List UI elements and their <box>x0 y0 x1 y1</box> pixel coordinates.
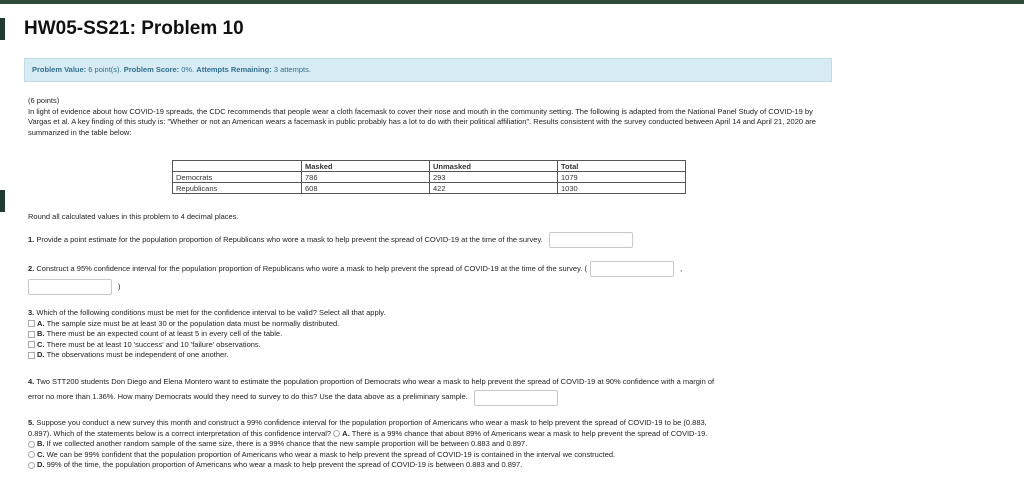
table-cell: 608 <box>302 183 430 194</box>
problem-prompt <box>28 96 828 138</box>
prompt-text: In light of evidence about how COVID-19 spreads, the CDC recommends that people wear a cloth facemask to cover their nose and mouth in the community setting. The following is adapted from the National Panel Study of COVID-19 by Vargas et al. A key finding of this study is: "Whether or not an American wears a facemask in public probably has a lot to do with their political affiliation". Results consistent with the survey conducted between April 14 and April 21, 2020 are summarized in the table below: <box>28 106 816 137</box>
question-2-cont <box>28 279 121 295</box>
option-letter: D. <box>37 460 45 469</box>
left-edge-marker <box>0 18 5 40</box>
question-4-text-line1: Two STT200 students Don Diego and Elena Montero want to estimate the population proportion of Democrats who wear a mask to help prevent the spread of COVID-19 at 90% confidence with a margin of <box>36 377 715 386</box>
option-letter: A. <box>342 428 350 438</box>
table-row <box>173 172 686 183</box>
question-5-text-line1: Suppose you conduct a new survey this month and construct a 99% confidence interval for the population proportion of Americans who wear a mask to help prevent the spread of COVID-19 to be (0.883, <box>36 418 707 427</box>
page-title: HW05-SS21: Problem 10 <box>24 18 244 39</box>
option-text: There must be an expected count of at least 5 in every cell of the table. <box>46 329 283 338</box>
q1-answer-input[interactable] <box>549 232 633 248</box>
option-letter: B. <box>37 329 45 338</box>
question-5-text-line2: 0.897). Which of the statements below is a correct interpretation of this confidence interval? <box>28 428 332 438</box>
table-cell: Republicans <box>173 183 302 194</box>
data-table <box>172 160 686 194</box>
checkbox-icon[interactable] <box>28 341 35 348</box>
question-3-number: 3. <box>28 308 35 317</box>
left-edge-marker-lower <box>0 190 5 212</box>
question-2 <box>28 261 682 277</box>
q5-option-d[interactable] <box>28 460 707 471</box>
option-text: There must be at least 10 'success' and 10 'failure' observations. <box>46 339 261 349</box>
interval-separator: , <box>679 263 683 273</box>
radio-icon[interactable] <box>28 441 35 448</box>
checkbox-icon[interactable] <box>28 352 35 359</box>
q4-answer-input[interactable] <box>474 390 558 406</box>
table-cell: 1079 <box>558 172 686 183</box>
option-text: The sample size must be at least 30 or the population data must be normally distributed. <box>46 318 340 328</box>
option-text: If we collected another random sample of the same size, there is a 99% chance that the new sample proportion will be between 0.883 and 0.897. <box>46 439 528 448</box>
option-letter: B. <box>37 439 45 448</box>
q3-option-b[interactable] <box>28 329 386 340</box>
problem-value: 6 point(s). <box>88 65 122 74</box>
interval-open-paren: ( <box>584 263 587 273</box>
table-header-row <box>173 161 686 172</box>
table-header: Unmasked <box>430 161 558 172</box>
question-4-number: 4. <box>28 377 35 386</box>
q5-option-c[interactable] <box>28 450 707 461</box>
attempts-label: Attempts Remaining: <box>196 65 272 74</box>
question-2-number: 2. <box>28 263 35 273</box>
question-2-text: Construct a 95% confidence interval for the population proportion of Republicans who wore a mask to help prevent the spread of COVID-19 at the time of the survey. <box>36 263 583 273</box>
option-letter: D. <box>37 350 45 359</box>
q5-option-a-text[interactable]: There is a 99% chance that about 89% of Americans wear a mask to help prevent the spread of COVID-19. <box>351 428 708 438</box>
checkbox-icon[interactable] <box>28 331 35 338</box>
option-letter: A. <box>37 318 45 328</box>
table-cell: 1030 <box>558 183 686 194</box>
option-letter: C. <box>37 339 45 349</box>
table-header: Total <box>558 161 686 172</box>
option-text: We can be 99% confident that the population proportion of Americans who wear a mask to help prevent the spread of COVID-19 is contained in the interval we constructed. <box>46 449 616 459</box>
option-text: 99% of the time, the population proportion of Americans who wear a mask to help prevent the spread of COVID-19 is between 0.883 and 0.897. <box>46 460 523 469</box>
attempts-remaining: 3 attempts. <box>273 65 311 74</box>
radio-icon[interactable] <box>333 430 340 437</box>
interval-close-paren: ) <box>118 281 121 291</box>
problem-score: 0%. <box>181 65 195 74</box>
question-1-text: Provide a point estimate for the population proportion of Republicans who wore a mask to help prevent the spread of COVID-19 at the time of the survey. <box>36 234 543 244</box>
q3-option-c[interactable] <box>28 340 386 351</box>
q2-upper-bound-input[interactable] <box>28 279 112 295</box>
table-cell: Democrats <box>173 172 302 183</box>
question-1-number: 1. <box>28 234 35 244</box>
top-bar <box>0 0 1024 4</box>
question-3 <box>28 308 386 361</box>
table-cell: 293 <box>430 172 558 183</box>
table-header <box>173 161 302 172</box>
problem-score-label: Problem Score: <box>123 65 180 74</box>
round-note: Round all calculated values in this problem to 4 decimal places. <box>28 212 239 221</box>
radio-icon[interactable] <box>28 451 35 458</box>
question-4-text-line2: error no more than 1.36%. How many Democrats would they need to survey to do this? Use the data above as a preliminary sample. <box>28 392 468 402</box>
table-row <box>173 183 686 194</box>
option-letter: C. <box>37 449 45 459</box>
table-header: Masked <box>302 161 430 172</box>
option-text: The observations must be independent of one another. <box>46 350 229 359</box>
radio-icon[interactable] <box>28 462 35 469</box>
checkbox-icon[interactable] <box>28 320 35 327</box>
question-3-text: Which of the following conditions must be met for the confidence interval to be valid? Select all that apply. <box>36 308 386 317</box>
question-5-number: 5. <box>28 418 35 427</box>
question-5 <box>28 418 707 471</box>
points-note: (6 points) <box>28 96 60 105</box>
problem-info-bar <box>24 58 832 82</box>
q3-option-a[interactable] <box>28 319 386 330</box>
q5-option-b[interactable] <box>28 439 707 450</box>
problem-value-label: Problem Value: <box>32 65 87 74</box>
question-4 <box>28 377 714 406</box>
q2-lower-bound-input[interactable] <box>590 261 674 277</box>
table-cell: 422 <box>430 183 558 194</box>
q3-option-d[interactable] <box>28 350 386 361</box>
question-1 <box>28 232 633 248</box>
table-cell: 786 <box>302 172 430 183</box>
